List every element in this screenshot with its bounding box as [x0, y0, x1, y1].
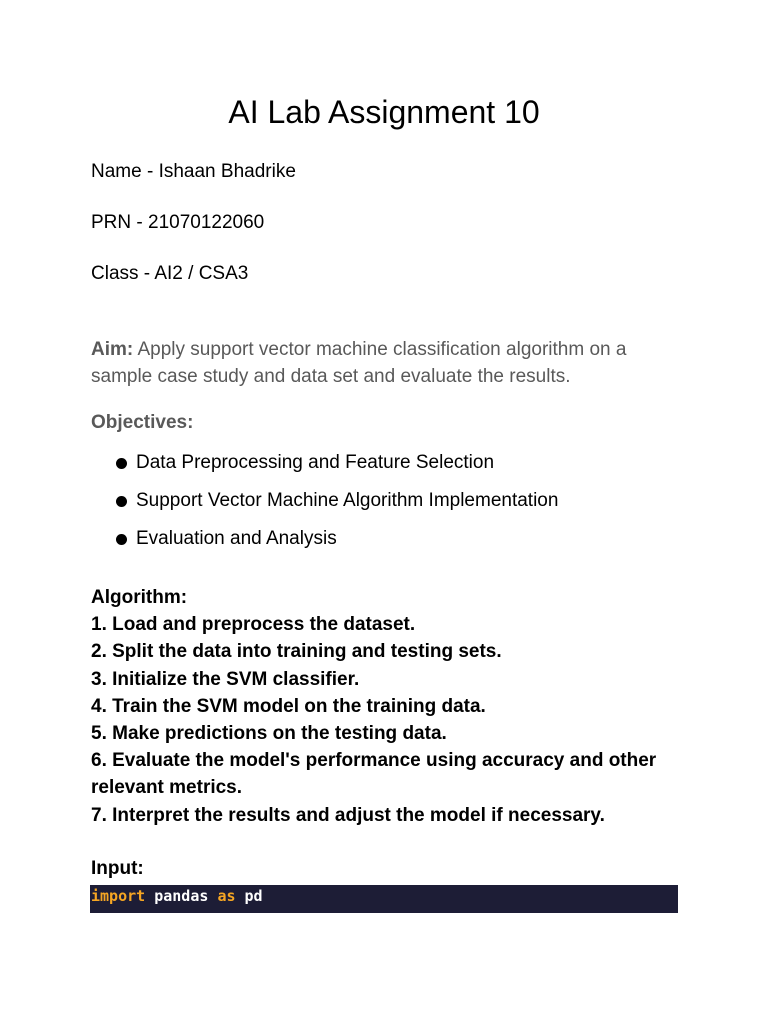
document-title: AI Lab Assignment 10 [228, 94, 540, 130]
code-alias: pd [235, 887, 263, 905]
algorithm-step: 2. Split the data into training and testing sets. [91, 641, 502, 663]
objective-text: Evaluation and Analysis [136, 528, 337, 549]
code-block [90, 885, 678, 913]
algorithm-section [91, 584, 691, 829]
aim-label: Aim: [91, 339, 134, 360]
code-module-name: pandas [145, 887, 218, 905]
bullet-icon [116, 496, 127, 507]
objective-text: Data Preprocessing and Feature Selection [136, 452, 495, 473]
bullet-icon [116, 534, 127, 545]
algorithm-step: 4. Train the SVM model on the training data. [91, 695, 486, 717]
algorithm-step: 7. Interpret the results and adjust the model if necessary. [91, 804, 605, 826]
algorithm-heading: Algorithm: [91, 587, 188, 608]
code-keyword-as: as [217, 887, 236, 905]
aim-text: Apply support vector machine classification algorithm on a sample case study and data set and evaluate the results. [91, 339, 627, 387]
objectives-heading: Objectives: [91, 412, 194, 433]
bullet-icon [116, 458, 127, 469]
objective-text: Support Vector Machine Algorithm Implementation [136, 490, 559, 511]
algorithm-step: 5. Make predictions on the testing data. [91, 723, 447, 745]
student-class: Class - AI2 / CSA3 [91, 263, 249, 284]
algorithm-step: 6. Evaluate the model's performance using accuracy and other relevant metrics. [91, 750, 657, 799]
code-keyword-import: import [91, 887, 146, 905]
student-name: Name - Ishaan Bhadrike [91, 161, 296, 182]
aim-paragraph [91, 336, 691, 390]
student-prn: PRN - 21070122060 [91, 212, 265, 233]
algorithm-step: 3. Initialize the SVM classifier. [91, 668, 360, 690]
algorithm-step: 1. Load and preprocess the dataset. [91, 614, 416, 636]
input-heading: Input: [91, 858, 144, 879]
